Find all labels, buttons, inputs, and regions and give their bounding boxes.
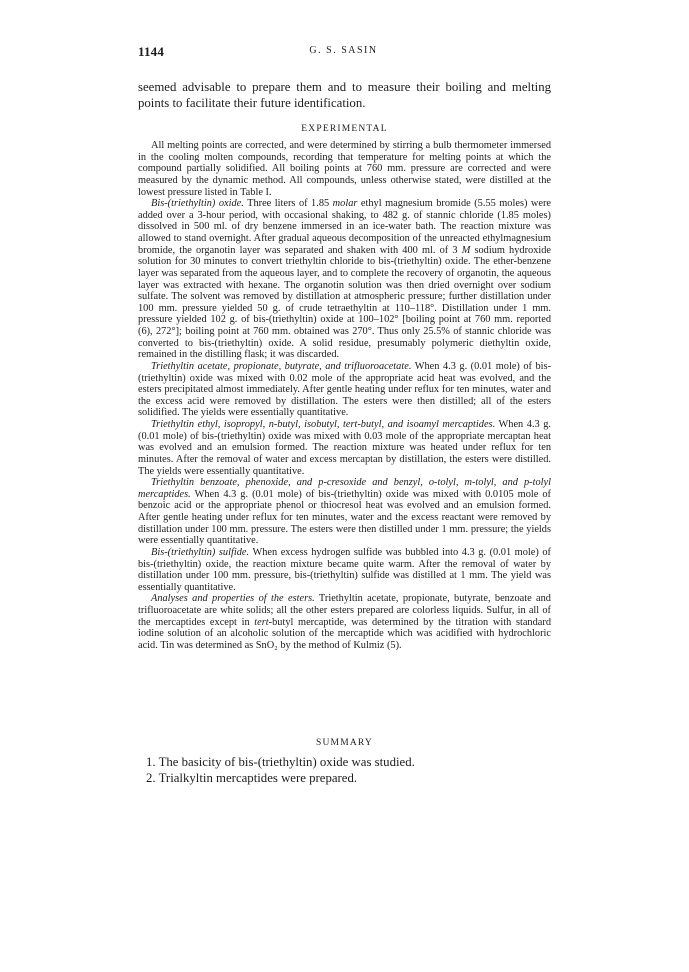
subheading-alkyl-mercaptides: Triethyltin ethyl, isopropyl, n-butyl, isobutyl, tert-butyl, and isoamyl mercaptides. — [151, 419, 496, 430]
text-run: Triethyltin acetate, propionate, butyrate, benzoate and trifluoroacetate are white solids; all the other esters prepared are colorless liquids. Sulfur, in all of the mercaptides except in — [138, 593, 551, 628]
text-run: When 4.3 g. (0.01 mole) of bis-(triethyltin) oxide was mixed with 0.03 mole of the appropriate mercaptan heat was evolved and an emulsion formed. The reaction mixture was heated under reflux for ten minutes. After the removal of water and excess mercaptan by distillation, the esters were distilled. The yields were essentially quantitative. — [138, 419, 551, 477]
text-run: Three liters of 1.85 — [243, 198, 333, 210]
paragraph-melting-points: All melting points are corrected, and were determined by stirring a bulb thermometer immersed in the cooling molten compounds, recording that temperature for melting points at which the compound partially solidified. All boiling points at 760 mm. pressure are corrected and were measured by the dynamic method. All compounds, unless otherwise stated, were distilled at the lowest pressure listed in Table I. — [138, 140, 551, 198]
summary-item: 2. Trialkyltin mercaptides were prepared. — [146, 771, 358, 785]
text-run: tert — [254, 616, 269, 628]
paragraph-aryl-mercaptides — [138, 477, 551, 547]
lead-paragraph: seemed advisable to prepare them and to measure their boiling and melting points to facilitate their future identification. — [138, 80, 551, 110]
paragraph-acetates — [138, 361, 551, 419]
subheading-acetates: Triethyltin acetate, propionate, butyrate, and trifluoroacetate. — [151, 360, 412, 372]
text-run: When excess hydrogen sulfide was bubbled into 4.3 g. (0.01 mole) of bis-(triethyltin) oxide, the reaction mixture became quite warm. After the removal of water by distillation under 100 mm. pressure, bis-(triethyltin) sulfide was distilled at 1 mm. The yield was essentially quantitative. — [138, 546, 551, 593]
subheading-bis-oxide: Bis-(triethyltin) oxide. — [151, 198, 244, 210]
paragraph-sulfide — [138, 547, 551, 594]
page-number: 1144 — [138, 44, 165, 59]
subheading-aryl-mercaptides: Triethyltin benzoate, phenoxide, and p-cresoxide and benzyl, o-tolyl, m-tolyl, and p-tolyl mercaptides. — [138, 477, 551, 500]
subheading-analyses: Analyses and properties of the esters. — [151, 593, 315, 605]
text-run: ethyl magnesium bromide (5.55 moles) were added over a 3-hour period, with occasional shaking, to 482 g. of stannic chloride (1.85 moles) dissolved in 500 ml. of dry benzene immersed in an ice-water bath. The reaction mixture was allowed to stand overnight. After gradual aqueous decomposition of the unreacted ethylmagnesium bromide, the organotin layer was separated and shaken with 400 ml. of 3 — [138, 198, 552, 256]
running-head: G. S. SASIN — [309, 45, 378, 56]
text-run: When 4.3 g. (0.01 mole) of bis-(triethyltin) oxide was mixed with 0.02 mole of the appropriate acid heat was evolved, and the esters precipitated almost immediately. After gentle heating under reflux for ten minutes, water and the excess acid were removed by distillation. The esters were then distilled; all of the esters solidified. The yields were essentially quantitative. — [138, 360, 552, 419]
paragraph-bis-oxide — [138, 198, 551, 361]
text-run: When 4.3 g. (0.01 mole) of bis-(triethyltin) oxide was mixed with 0.0105 mole of benzoic acid or the appropriate phenol or thiocresol heat was evolved and an emulsion formed. After gentle heating under reflux for ten minutes, water and the excess reactant were removed by distillation under 100 mm. pressure. The esters were then distilled under 1 mm. pressure; the yields were essentially quantitative. — [138, 488, 551, 547]
paragraph-analyses — [138, 593, 551, 651]
subheading-sulfide: Bis-(triethyltin) sulfide. — [151, 546, 250, 558]
page-header — [138, 44, 549, 62]
summary-item: 1. The basicity of bis-(triethyltin) oxide was studied. — [146, 755, 415, 769]
text-run: molar — [332, 198, 358, 210]
text-run: -butyl mercaptide, was determined by the titration with standard iodine solution of an alcoholic solution of the mercaptide which was acidified with hydrochloric acid. Tin was determined as SnO₂ by the method of Kulmiz (5). — [138, 616, 551, 651]
experimental-heading: EXPERIMENTAL — [301, 124, 388, 134]
summary-list — [138, 754, 551, 786]
paragraph-alkyl-mercaptides — [138, 419, 551, 477]
text-run: sodium hydroxide solution for 30 minutes to convert triethyltin chloride to bis-(triethyltin) oxide. The ether-benzene layer was separated from the aqueous layer, and to complete the recovery of organotin, the aqueous layer was extracted with hexane. The organotin solution was then dried overnight over sodium sulfate. The solvent was removed by distillation at atmospheric pressure; further distillation under 100 mm. pressure yielded 50 g. of crude tetraethyltin at 110–118°. Distillation under 1 mm. pressure yielded 102 g. of bis-(triethyltin) oxide at 100–102° [boiling point at 760 mm. reported (6), 272°]; boiling point at 760 mm. obtained was 270°. Thus only 25.5% of stannic chloride was converted to bis-(triethyltin) oxide. A solid residue, presumably polymeric diethyltin oxide, remained in the distilling flask; it was discarded. — [138, 244, 552, 361]
experimental-section — [138, 140, 551, 652]
text-run: M — [461, 244, 471, 256]
summary-heading: SUMMARY — [316, 738, 373, 748]
